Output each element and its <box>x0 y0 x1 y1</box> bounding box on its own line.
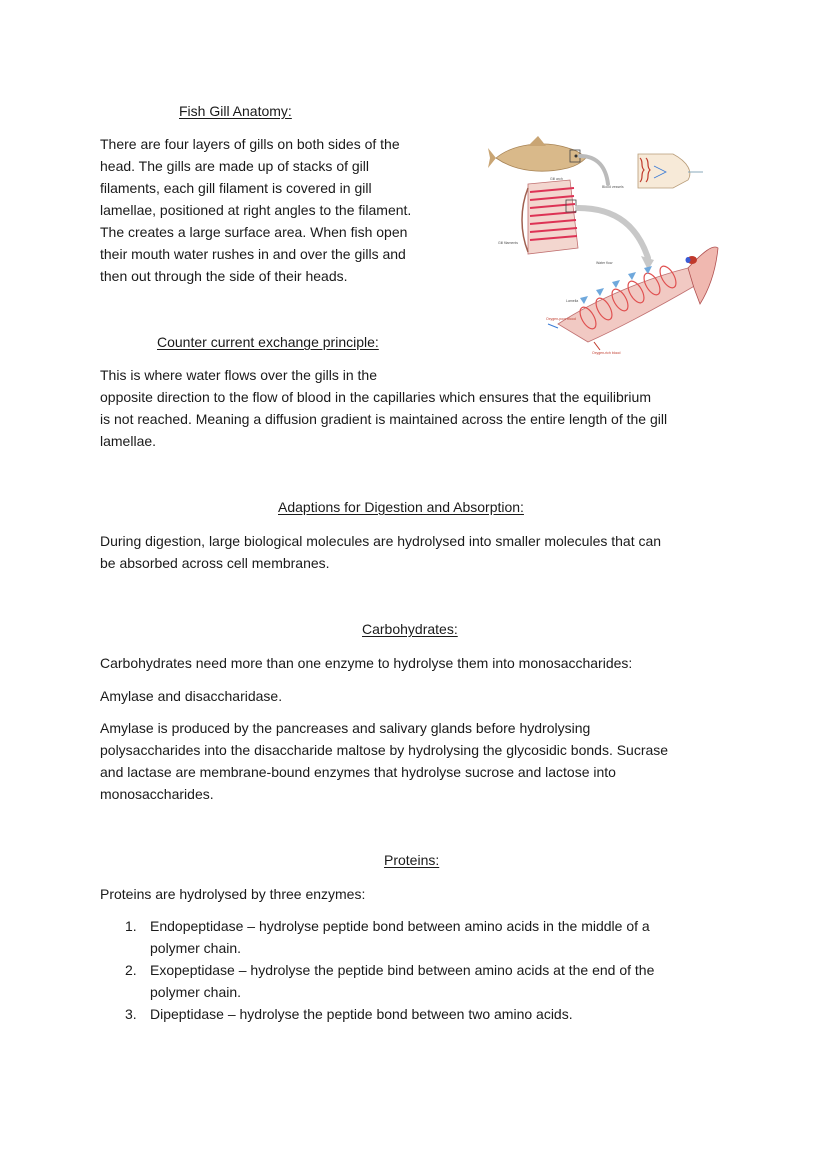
paragraph-carbohydrates-detail <box>100 717 668 805</box>
text-line: polymer chain. <box>150 984 242 1000</box>
label-blood-vessels: Blood vessels <box>602 185 624 189</box>
protein-enzyme-list <box>100 915 654 1025</box>
text-line: polysaccharides into the disaccharide maltose by hydrolysing the glycosidic bonds. Sucrase <box>100 742 669 758</box>
text-line: then out through the side of their heads. <box>100 268 348 284</box>
text-line: Amylase is produced by the pancreases and salivary glands before hydrolysing <box>100 720 591 736</box>
text-line: Exopeptidase – hydrolyse the peptide bind between amino acids at the end of the <box>150 962 655 978</box>
fish-illustration <box>488 136 586 171</box>
heading-counter-current: Counter current exchange principle: <box>157 334 379 350</box>
list-item <box>100 1003 654 1025</box>
heading-fish-gill-anatomy: Fish Gill Anatomy: <box>179 103 292 119</box>
gill-filaments-illustration <box>522 180 578 254</box>
text-line: their mouth water rushes in and over the gills and <box>100 246 406 262</box>
text-line: opposite direction to the flow of blood in the capillaries which ensures that the equilibrium <box>100 389 651 405</box>
list-number: 2. <box>125 962 137 978</box>
text-line: is not reached. Meaning a diffusion gradient is maintained across the entire length of the gill <box>100 411 668 427</box>
text-line: During digestion, large biological molecules are hydrolysed into smaller molecules that can <box>100 533 662 549</box>
paragraph-carbohydrates-enzymes <box>100 685 282 707</box>
label-oxygen-poor-blood: Oxygen-poor blood <box>546 317 576 321</box>
text-line: Carbohydrates need more than one enzyme to hydrolyse them into monosaccharides: <box>100 655 633 671</box>
label-oxygen-rich-blood: Oxygen-rich blood <box>592 351 621 355</box>
gill-arch-detail <box>638 154 703 188</box>
text-line: This is where water flows over the gills in the <box>100 367 377 383</box>
label-water-flow: Water flow <box>596 261 613 265</box>
heading-proteins: Proteins: <box>384 852 440 868</box>
list-number: 1. <box>125 918 137 934</box>
label-gill-arch: Gill arch <box>550 177 563 181</box>
text-line: Proteins are hydrolysed by three enzymes: <box>100 886 366 902</box>
fish-gill-diagram <box>488 128 728 360</box>
paragraph-proteins-intro <box>100 883 365 905</box>
text-line: lamellae, positioned at right angles to the filament. <box>100 202 412 218</box>
text-line: monosaccharides. <box>100 786 214 802</box>
text-line: Amylase and disaccharidase. <box>100 688 283 704</box>
paragraph-fish-gill <box>100 133 411 287</box>
paragraph-counter-current <box>100 364 667 452</box>
heading-digestion-absorption: Adaptions for Digestion and Absorption: <box>278 499 524 515</box>
heading-carbohydrates: Carbohydrates: <box>362 621 458 637</box>
text-line: and lactase are membrane-bound enzymes that hydrolyse sucrose and lactose into <box>100 764 616 780</box>
label-lamella: Lamella <box>566 299 579 303</box>
list-number: 3. <box>125 1006 137 1022</box>
text-line: lamellae. <box>100 433 157 449</box>
text-line: be absorbed across cell membranes. <box>100 555 330 571</box>
text-line: The creates a large surface area. When fish open <box>100 224 408 240</box>
list-item <box>100 915 654 959</box>
text-line: There are four layers of gills on both sides of the <box>100 136 400 152</box>
zoom-arrow <box>578 208 648 258</box>
text-line: Endopeptidase – hydrolyse peptide bond between amino acids in the middle of a <box>150 918 650 934</box>
list-item <box>100 959 654 1003</box>
text-line: Dipeptidase – hydrolyse the peptide bond between two amino acids. <box>150 1006 573 1022</box>
text-line: filaments, each gill filament is covered in gill <box>100 180 372 196</box>
paragraph-digestion <box>100 530 661 574</box>
text-line: head. The gills are made up of stacks of gill <box>100 158 370 174</box>
label-gill-filaments: Gill filaments <box>498 241 519 245</box>
text-line: polymer chain. <box>150 940 242 956</box>
paragraph-carbohydrates-intro <box>100 652 632 674</box>
